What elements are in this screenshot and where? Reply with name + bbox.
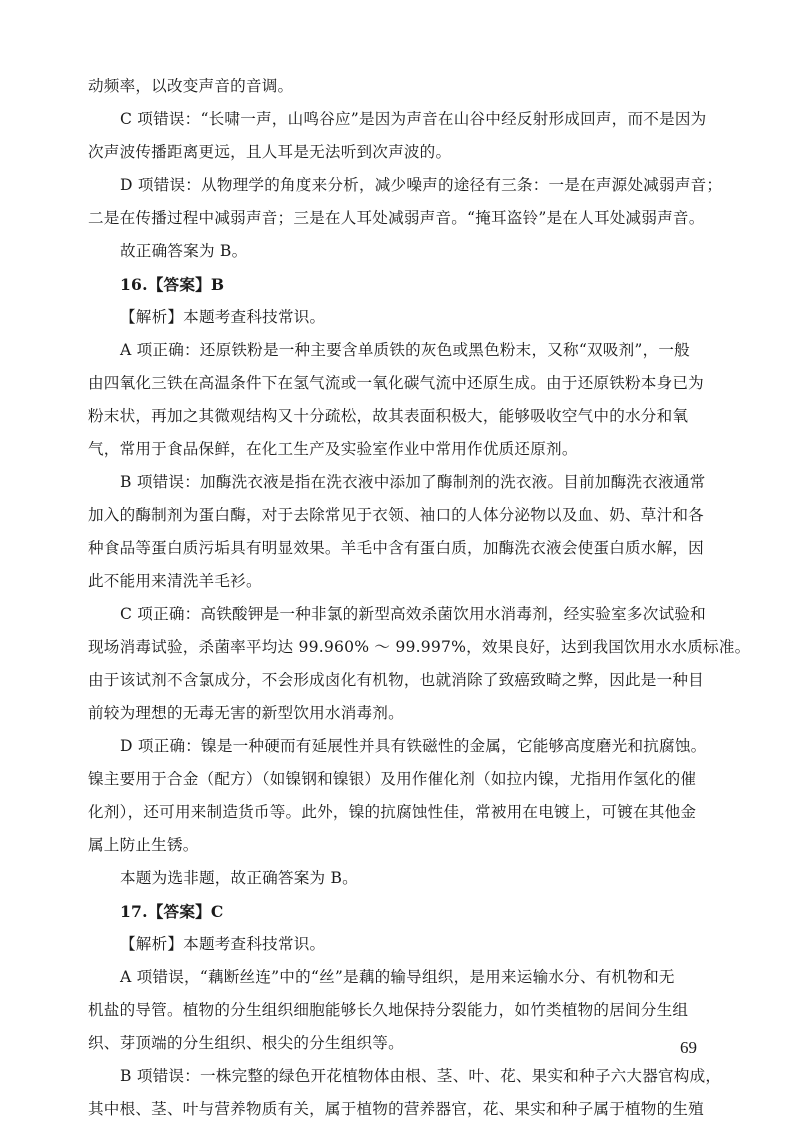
option-d-explanation-line: 化剂），还可用来制造货币等。此外，镍的抗腐蚀性佳，常被用在电镀上，可镀在其他金 — [88, 803, 697, 821]
option-d-explanation-line: D 项正确：镍是一种硬而有延展性并具有铁磁性的金属，它能够高度磨光和抗腐蚀。 — [120, 737, 707, 755]
option-b-explanation-line: B 项错误：加酶洗衣液是指在洗衣液中添加了酶制剂的洗衣液。目前加酶洗衣液通常 — [120, 473, 706, 491]
option-a-explanation-line: 粉末状，再加之其微观结构又十分疏松，故其表面积极大，能够吸收空气中的水分和氧 — [88, 407, 689, 425]
conclusion-line: 本题为选非题，故正确答案为 B。 — [120, 869, 358, 887]
option-c-explanation-line: 现场消毒试验，杀菌率平均达 99.960% ～ 99.997%，效果良好，达到我国饮用水水质标准。 — [88, 638, 751, 656]
option-c-explanation-line: C 项正确：高铁酸钾是一种非氯的新型高效杀菌饮用水消毒剂，经实验室多次试验和 — [120, 605, 706, 623]
option-a-explanation-line: 织、芽顶端的分生组织、根尖的分生组织等。 — [88, 1034, 404, 1052]
option-a-explanation-line: A 项正确：还原铁粉是一种主要含单质铁的灰色或黑色粉末，又称“双吸剂”，一般 — [120, 341, 690, 359]
option-b-explanation-line: 其中根、茎、叶与营养物质有关，属于植物的营养器官，花、果实和种子属于植物的生殖 — [88, 1100, 704, 1118]
page-number: 69 — [680, 1038, 697, 1057]
option-d-explanation-line: D 项错误：从物理学的角度来分析，减少噪声的途径有三条：一是在声源处减弱声音； — [120, 176, 723, 194]
option-a-explanation-line: A 项错误，“藕断丝连”中的“丝”是藕的输导组织，是用来运输水分、有机物和无 — [120, 968, 675, 986]
option-c-explanation-line: 前较为理想的无毒无害的新型饮用水消毒剂。 — [88, 704, 404, 722]
option-b-explanation-line: 加入的酶制剂为蛋白酶，对于去除常见于衣领、袖口的人体分泌物以及血、奶、草汁和各 — [88, 506, 704, 524]
option-b-explanation-line: B 项错误：一株完整的绿色开花植物体由根、茎、叶、花、果实和种子六大器官构成， — [120, 1067, 722, 1085]
option-c-explanation-line: 由于该试剂不含氯成分，不会形成卤化有机物，也就消除了致癌致畸之弊，因此是一种目 — [88, 671, 704, 689]
option-d-explanation-line: 镍主要用于合金（配方）（如镍钢和镍银）及用作催化剂（如拉内镍，尤指用作氢化的催 — [88, 770, 697, 788]
analysis-heading-16: 【解析】本题考查科技常识。 — [120, 308, 326, 326]
option-d-explanation-line: 二是在传播过程中减弱声音；三是在人耳处减弱声音。“掩耳盗铃”是在人耳处减弱声音。 — [88, 209, 705, 227]
paragraph-continuation: 动频率，以改变声音的音调。 — [88, 77, 294, 95]
option-c-explanation-line: 次声波传播距离更远，且人耳是无法听到次声波的。 — [88, 143, 452, 161]
option-a-explanation-line: 由四氧化三铁在高温条件下在氢气流或一氧化碳气流中还原生成。由于还原铁粉本身已为 — [88, 374, 704, 392]
option-c-explanation-line: C 项错误：“长啸一声，山鸣谷应”是因为声音在山谷中经反射形成回声，而不是因为 — [120, 110, 707, 128]
document-body — [88, 70, 751, 1126]
option-d-explanation-line: 属上防止生锈。 — [88, 836, 199, 854]
option-b-explanation-line: 此不能用来清洗羊毛衫。 — [88, 572, 262, 590]
option-a-explanation-line: 机盐的导管。植物的分生组织细胞能够长久地保持分裂能力，如竹类植物的居间分生组 — [88, 1001, 689, 1019]
conclusion-line: 故正确答案为 B。 — [120, 242, 248, 260]
answer-heading-17: 17.【答案】C — [120, 902, 224, 921]
option-b-explanation-line: 种食品等蛋白质污垢具有明显效果。羊毛中含有蛋白质，加酶洗衣液会使蛋白质水解，因 — [88, 539, 704, 557]
answer-heading-16: 16.【答案】B — [120, 275, 225, 294]
option-a-explanation-line: 气，常用于食品保鲜，在化工生产及实验室作业中常用作优质还原剂。 — [88, 440, 578, 458]
analysis-heading-17: 【解析】本题考查科技常识。 — [120, 935, 326, 953]
